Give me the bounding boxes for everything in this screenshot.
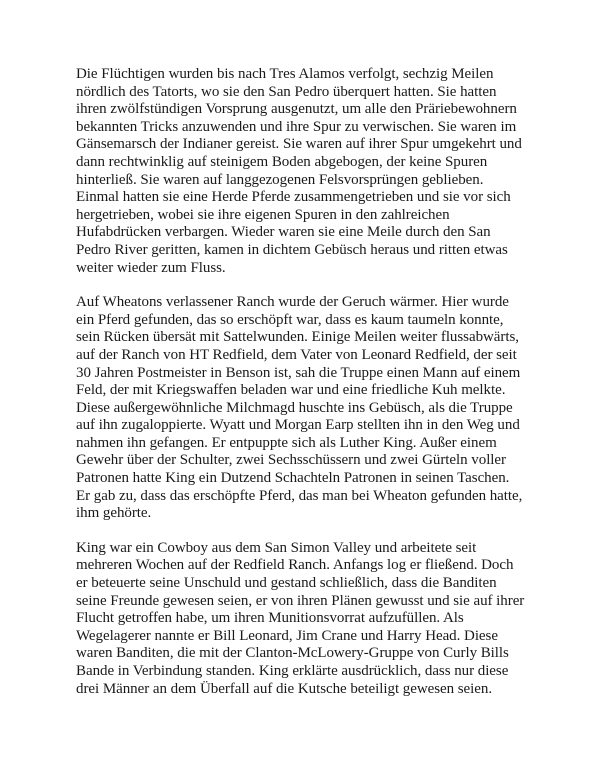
paragraph-3: King war ein Cowboy aus dem San Simon Valley und arbeitete seit mehreren Wochen auf der Redfield Ranch. Anfangs log er fließend. Doch er beteuerte seine Unschuld und gestand schließlich, dass die Banditen seine Freunde gewesen seien, er von ihren Plänen gewusst und sie auf ihrer Flucht getroffen habe, um ihren Munitionsvorrat aufzufüllen. Als Wegelagerer nannte er Bill Leonard, Jim Crane und Harry Head. Diese waren Banditen, die mit der Clanton-McLowery-Gruppe von Curly Bills Bande in Verbindung standen. King erklärte ausdrücklich, dass nur diese drei Männer an dem Überfall auf die Kutsche beteiligt gewesen seien. — [76, 539, 525, 697]
paragraph-2: Auf Wheatons verlassener Ranch wurde der Geruch wärmer. Hier wurde ein Pferd gefunden, das so erschöpft war, dass es kaum taumeln konnte, sein Rücken übersät mit Sattelwunden. Einige Meilen weiter flussabwärts, auf der Ranch von HT Redfield, dem Vater von Leonard Redfield, der seit 30 Jahren Postmeister in Benson ist, sah die Truppe einen Mann auf einem Feld, der mit Kriegswaffen beladen war und eine friedliche Kuh melkte. Diese außergewöhnliche Milchmagd huschte ins Gebüsch, als die Truppe auf ihn zugaloppierte. Wyatt und Morgan Earp stellten ihn in den Weg und nahmen ihn gefangen. Er entpuppte sich als Luther King. Außer einem Gewehr über der Schulter, zwei Sechsschüssern und zwei Gürteln voller Patronen hatte King ein Dutzend Schachteln Patronen in seinen Taschen. Er gab zu, dass das erschöpfte Pferd, das man bei Wheaton gefunden hatte, ihm gehörte. — [76, 294, 523, 522]
paragraph-1: Die Flüchtigen wurden bis nach Tres Alamos verfolgt, sechzig Meilen nördlich des Tatorts, wo sie den San Pedro überquert hatten. Sie hatten ihren zwölfstündigen Vorsprung ausgenutzt, um alle den Präriebewohnern bekannten Tricks anzuwenden und ihre Spur zu verwischen. Sie waren im Gänsemarsch der Indianer gereist. Sie waren auf ihrer Spur umgekehrt und dann rechtwinklig auf steinigem Boden abgebogen, der keine Spuren hinterließ. Sie waren auf langgezogenen Felsvorsprüngen geblieben. Einmal hatten sie eine Herde Pferde zusammengetrieben und sie vor sich hergetrieben, wobei sie ihre eigenen Spuren in den zahlreichen Hufabdrücken verbargen. Wieder waren sie eine Meile durch den San Pedro River geritten, kamen in dichtem Gebüsch heraus und ritten etwas weiter wieder zum Fluss. — [76, 66, 522, 276]
